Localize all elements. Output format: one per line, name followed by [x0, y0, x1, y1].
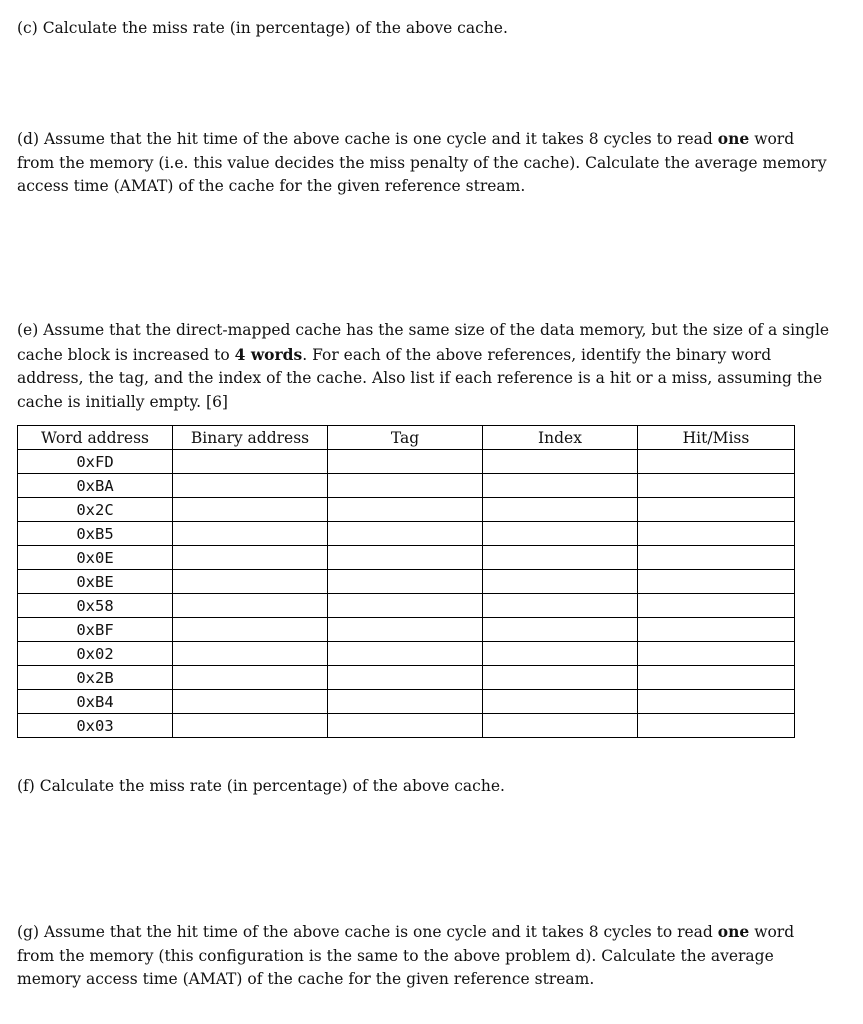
index-cell[interactable] — [483, 618, 638, 642]
word-address-cell: 0x2C — [18, 498, 173, 522]
hit-miss-cell[interactable] — [638, 618, 795, 642]
word-address-cell: 0xBA — [18, 474, 173, 498]
tag-cell[interactable] — [328, 474, 483, 498]
binary-address-cell[interactable] — [173, 522, 328, 546]
header-tag: Tag — [328, 426, 483, 450]
question-f: (f) Calculate the miss rate (in percentage) of the above cache. — [17, 777, 505, 795]
hit-miss-cell[interactable] — [638, 690, 795, 714]
index-cell[interactable] — [483, 522, 638, 546]
question-e-text-2: . For each of the above references, identify the binary word address, the tag, and the index of the cache. Also list if each reference is a hit or a miss, assuming the cache is initially empty. [6] — [17, 345, 823, 411]
index-cell[interactable] — [483, 474, 638, 498]
table-row — [18, 498, 795, 522]
question-g — [17, 920, 832, 992]
question-e-bold: 4 words — [234, 344, 303, 364]
header-index: Index — [483, 426, 638, 450]
tag-cell[interactable] — [328, 498, 483, 522]
word-address-cell: 0xB4 — [18, 690, 173, 714]
word-address-cell: 0x2B — [18, 666, 173, 690]
question-g-bold: one — [717, 922, 750, 941]
word-address-cell: 0x02 — [18, 642, 173, 666]
binary-address-cell[interactable] — [173, 498, 328, 522]
question-e-text-1: (e) Assume that the direct-mapped cache has the same size of the data memory, but the size of a single cache block is increased to — [17, 321, 830, 364]
binary-address-cell[interactable] — [173, 690, 328, 714]
hit-miss-cell[interactable] — [638, 474, 795, 498]
tag-cell[interactable] — [328, 618, 483, 642]
binary-address-cell[interactable] — [173, 714, 328, 738]
header-hit-miss: Hit/Miss — [638, 426, 795, 450]
table-row — [18, 522, 795, 546]
binary-address-cell[interactable] — [173, 450, 328, 474]
hit-miss-cell[interactable] — [638, 714, 795, 738]
binary-address-cell[interactable] — [173, 642, 328, 666]
table-row — [18, 594, 795, 618]
binary-address-cell[interactable] — [173, 594, 328, 618]
table-row — [18, 714, 795, 738]
table-row — [18, 618, 795, 642]
question-g-text-1: (g) Assume that the hit time of the above cache is one cycle and it takes 8 cycles to read — [17, 923, 718, 941]
tag-cell[interactable] — [328, 642, 483, 666]
question-g-text-2: word from the memory (this configuration is the same to the above problem d). Calculate the average memory access time (AMAT) of the cache for the given reference stream. — [17, 923, 795, 988]
word-address-cell: 0x0E — [18, 546, 173, 570]
binary-address-cell[interactable] — [173, 474, 328, 498]
hit-miss-cell[interactable] — [638, 498, 795, 522]
header-binary-address: Binary address — [173, 426, 328, 450]
tag-cell[interactable] — [328, 570, 483, 594]
index-cell[interactable] — [483, 570, 638, 594]
index-cell[interactable] — [483, 642, 638, 666]
hit-miss-cell[interactable] — [638, 546, 795, 570]
question-d — [17, 127, 832, 199]
table-row — [18, 450, 795, 474]
tag-cell[interactable] — [328, 522, 483, 546]
tag-cell[interactable] — [328, 714, 483, 738]
index-cell[interactable] — [483, 498, 638, 522]
table-header-row — [18, 426, 795, 450]
tag-cell[interactable] — [328, 666, 483, 690]
index-cell[interactable] — [483, 594, 638, 618]
table-row — [18, 690, 795, 714]
tag-cell[interactable] — [328, 594, 483, 618]
word-address-cell: 0x03 — [18, 714, 173, 738]
hit-miss-cell[interactable] — [638, 450, 795, 474]
hit-miss-cell[interactable] — [638, 522, 795, 546]
table-row — [18, 642, 795, 666]
table-row — [18, 666, 795, 690]
binary-address-cell[interactable] — [173, 666, 328, 690]
word-address-cell: 0xBE — [18, 570, 173, 594]
index-cell[interactable] — [483, 666, 638, 690]
index-cell[interactable] — [483, 450, 638, 474]
table-row — [18, 546, 795, 570]
word-address-cell: 0xBF — [18, 618, 173, 642]
question-d-text-2: word from the memory (i.e. this value decides the miss penalty of the cache). Calculate the average memory access time (AMAT) of the cache for the given reference stream. — [17, 130, 827, 195]
hit-miss-cell[interactable] — [638, 570, 795, 594]
cache-table — [17, 425, 795, 738]
hit-miss-cell[interactable] — [638, 594, 795, 618]
tag-cell[interactable] — [328, 546, 483, 570]
question-d-text-1: (d) Assume that the hit time of the above cache is one cycle and it takes 8 cycles to read — [17, 130, 718, 148]
binary-address-cell[interactable] — [173, 546, 328, 570]
table-row — [18, 474, 795, 498]
tag-cell[interactable] — [328, 690, 483, 714]
hit-miss-cell[interactable] — [638, 666, 795, 690]
index-cell[interactable] — [483, 714, 638, 738]
word-address-cell: 0xB5 — [18, 522, 173, 546]
hit-miss-cell[interactable] — [638, 642, 795, 666]
question-c: (c) Calculate the miss rate (in percentage) of the above cache. — [17, 19, 508, 37]
word-address-cell: 0x58 — [18, 594, 173, 618]
binary-address-cell[interactable] — [173, 570, 328, 594]
index-cell[interactable] — [483, 690, 638, 714]
table-row — [18, 570, 795, 594]
word-address-cell: 0xFD — [18, 450, 173, 474]
index-cell[interactable] — [483, 546, 638, 570]
header-word-address: Word address — [18, 426, 173, 450]
binary-address-cell[interactable] — [173, 618, 328, 642]
question-e — [17, 319, 832, 414]
tag-cell[interactable] — [328, 450, 483, 474]
question-d-bold: one — [717, 129, 750, 148]
